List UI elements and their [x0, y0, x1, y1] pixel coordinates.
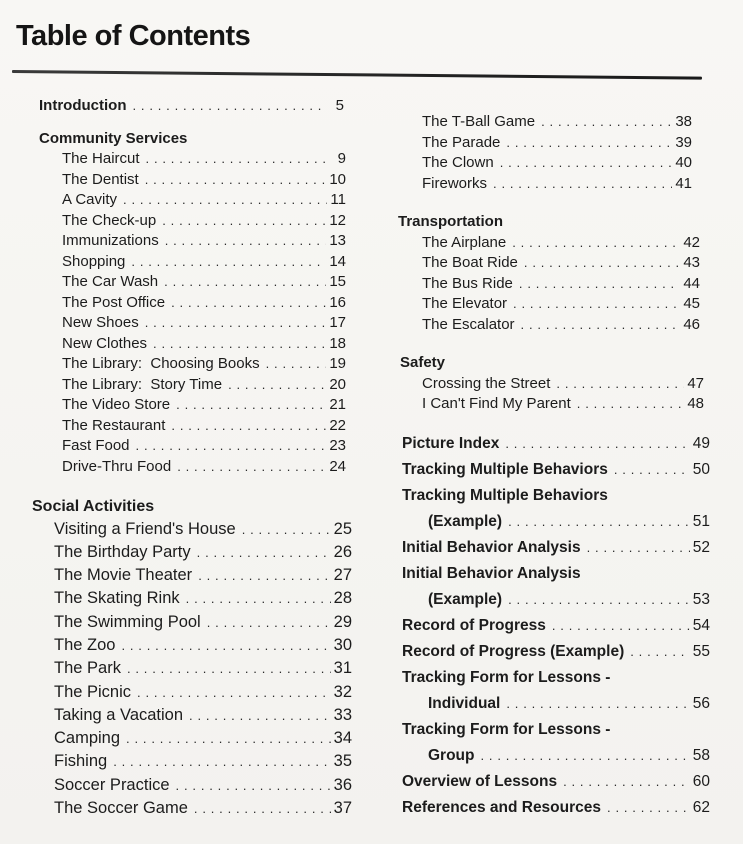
dot-leader	[541, 112, 672, 133]
dot-leader	[177, 457, 326, 478]
toc-entry[interactable]	[38, 416, 346, 437]
toc-entry[interactable]	[398, 133, 692, 154]
toc-entry[interactable]	[30, 774, 352, 797]
toc-entry-label: The Post Office	[62, 293, 166, 311]
dot-leader	[136, 436, 327, 457]
toc-entry-label: Shopping	[62, 252, 126, 270]
community-services-list	[38, 149, 346, 477]
toc-entry-label: The Video Store	[62, 396, 171, 413]
toc-entry-label: Taking a Vacation	[54, 705, 184, 724]
toc-entry-page: 23	[329, 437, 346, 454]
toc-entry[interactable]	[398, 394, 704, 415]
toc-entry-label: Picture Index	[402, 434, 500, 452]
toc-entry-label: Visiting a Friend's House	[54, 519, 236, 538]
toc-entry-label-line1: Tracking Form for Lessons -	[402, 720, 611, 738]
toc-entry[interactable]	[38, 354, 346, 375]
toc-entry-label: The Skating Rink	[54, 589, 180, 608]
dot-leader	[508, 587, 690, 613]
toc-entry-page: 15	[329, 273, 346, 290]
toc-entry-page: 35	[333, 752, 352, 771]
dot-leader	[228, 375, 326, 396]
toc-entry-label: Soccer Practice	[54, 775, 170, 794]
toc-entry-label-line1: Tracking Multiple Behaviors	[402, 486, 608, 504]
toc-entry-label: Overview of Lessons	[402, 772, 558, 790]
dot-leader	[198, 565, 330, 587]
toc-entry-page: 54	[692, 616, 710, 634]
toc-entry-page: 51	[692, 512, 710, 530]
social-activities-section	[30, 497, 356, 820]
toc-entry-line2	[402, 509, 710, 535]
toc-entry-label-line1: Initial Behavior Analysis	[402, 564, 581, 582]
toc-entry[interactable]	[38, 375, 346, 396]
dot-leader	[146, 149, 327, 170]
toc-entry-label: References and Resources	[402, 798, 602, 816]
toc-entry-line2	[402, 743, 710, 769]
title-rule	[12, 70, 702, 80]
toc-entry-label: Initial Behavior Analysis	[402, 538, 581, 556]
toc-entry-label: The Clown	[422, 154, 494, 171]
toc-entry-page: 12	[329, 211, 346, 229]
dot-leader	[500, 153, 673, 174]
toc-entry-label: The Swimming Pool	[54, 612, 201, 631]
toc-entry-label: The Car Wash	[62, 273, 159, 290]
toc-entry-page: 34	[333, 729, 352, 748]
safety-list	[398, 374, 704, 415]
toc-entry-page: 62	[692, 798, 710, 816]
toc-entry-page: 38	[675, 113, 692, 130]
toc-entry-page: 56	[692, 694, 710, 712]
toc-entry-page: 49	[692, 434, 710, 452]
page-title: Table of Contents	[16, 20, 251, 52]
toc-entry[interactable]	[30, 750, 352, 773]
toc-entry-overview-lessons[interactable]	[402, 769, 710, 795]
toc-entry-page: 50	[692, 460, 710, 478]
dot-leader	[145, 170, 327, 191]
toc-entry-page: 55	[692, 642, 710, 660]
toc-entry-record-progress[interactable]	[402, 613, 710, 639]
section-heading-social-activities: Social Activities	[32, 498, 155, 515]
dot-leader	[519, 274, 680, 295]
toc-entry[interactable]	[30, 518, 352, 541]
toc-entry-page: 44	[683, 274, 700, 292]
dot-leader	[512, 233, 680, 254]
toc-entry-page: 20	[329, 375, 346, 393]
dot-leader	[577, 394, 685, 415]
dot-leader	[505, 431, 689, 457]
toc-entry-label: The Library: Story Time	[62, 375, 223, 393]
toc-entry-references[interactable]	[402, 795, 710, 821]
toc-entry[interactable]	[38, 293, 346, 314]
toc-entry[interactable]	[398, 315, 700, 336]
toc-entry-page: 30	[333, 635, 352, 654]
toc-entry[interactable]	[38, 190, 346, 211]
toc-entry-label: Fast Food	[62, 437, 130, 454]
toc-entry-page: 60	[692, 772, 710, 790]
dot-leader	[162, 211, 326, 232]
toc-entry[interactable]	[30, 564, 352, 587]
toc-entry-label: Group	[428, 746, 475, 764]
toc-entry[interactable]	[38, 436, 346, 457]
toc-entry-label: The Haircut	[62, 150, 140, 167]
dot-leader	[194, 798, 331, 820]
toc-entry[interactable]	[30, 611, 352, 634]
toc-entry-page: 29	[333, 612, 352, 631]
dot-leader	[153, 334, 326, 355]
toc-entry-page: 21	[329, 396, 346, 413]
toc-entry[interactable]	[38, 149, 346, 170]
toc-entry[interactable]	[30, 541, 352, 564]
section-heading-transportation: Transportation	[398, 213, 504, 230]
dot-leader	[132, 96, 325, 117]
toc-entry[interactable]	[30, 634, 352, 657]
toc-entry-tracking-multiple[interactable]	[402, 457, 710, 483]
toc-entry[interactable]	[398, 374, 704, 395]
toc-entry-label: The Airplane	[422, 233, 507, 251]
dot-leader	[171, 293, 326, 314]
toc-entry[interactable]	[398, 153, 692, 174]
toc-entry-page: 16	[329, 293, 346, 311]
dot-leader	[587, 535, 690, 561]
toc-right-column	[398, 112, 718, 821]
dot-leader	[524, 253, 680, 274]
dot-leader	[207, 612, 331, 634]
dot-leader	[113, 751, 330, 773]
social-activities-continued-list	[398, 112, 692, 194]
toc-entry-page: 5	[335, 97, 344, 114]
dot-leader	[171, 416, 326, 437]
dot-leader	[630, 639, 690, 665]
toc-entry-label-line1: Tracking Form for Lessons -	[402, 668, 611, 686]
toc-entry-label: Individual	[428, 694, 501, 712]
toc-entry-line2	[402, 587, 710, 613]
toc-entry[interactable]	[38, 211, 346, 232]
dot-leader	[145, 313, 327, 334]
toc-entry-page: 37	[333, 799, 352, 818]
toc-entry[interactable]	[30, 681, 352, 704]
toc-entry-tracking-individual[interactable]	[402, 665, 710, 717]
toc-entry[interactable]	[38, 457, 346, 478]
toc-entry-picture-index[interactable]	[402, 431, 710, 457]
toc-entry-label: The Restaurant	[62, 416, 166, 434]
toc-entry-page: 28	[333, 589, 352, 608]
toc-entry-page: 18	[329, 334, 346, 352]
dot-leader	[607, 795, 690, 821]
toc-entry[interactable]	[398, 233, 700, 254]
toc-entry-line2	[402, 691, 710, 717]
toc-entry[interactable]	[30, 727, 352, 750]
toc-entry-page: 24	[329, 457, 346, 475]
toc-entry[interactable]	[38, 170, 346, 191]
toc-entry[interactable]	[398, 174, 692, 195]
toc-entry[interactable]	[38, 252, 346, 273]
toc-entry[interactable]	[30, 704, 352, 727]
dot-leader	[506, 691, 689, 717]
toc-entry-page: 39	[675, 133, 692, 151]
toc-entry-label: The Elevator	[422, 295, 508, 312]
toc-entry-page: 43	[683, 254, 700, 271]
dot-leader	[614, 457, 690, 483]
toc-entry-page: 17	[329, 314, 346, 331]
toc-entry-label: Camping	[54, 729, 121, 748]
toc-entry-label: New Shoes	[62, 314, 139, 331]
toc-entry[interactable]	[30, 657, 352, 680]
toc-entry-label: Record of Progress (Example)	[402, 642, 625, 660]
toc-entry-label: The Zoo	[54, 635, 116, 654]
dot-leader	[176, 775, 331, 797]
dot-leader	[137, 682, 331, 704]
toc-entry-label: The Escalator	[422, 315, 515, 333]
toc-entry-page: 52	[692, 538, 710, 556]
toc-entry-label: A Cavity	[62, 191, 118, 208]
toc-entry[interactable]	[38, 334, 346, 355]
toc-entry-record-progress-example[interactable]	[402, 639, 710, 665]
toc-entry-label: (Example)	[428, 512, 503, 530]
dot-leader	[242, 519, 331, 541]
toc-entry-label: Tracking Multiple Behaviors	[402, 460, 608, 478]
toc-entry-page: 46	[683, 315, 700, 333]
social-activities-list	[30, 518, 352, 821]
dot-leader	[123, 190, 327, 211]
toc-entry-label: The Park	[54, 659, 121, 678]
toc-entry[interactable]	[398, 253, 700, 274]
toc-entry-page: 10	[329, 170, 346, 188]
dot-leader	[508, 509, 690, 535]
toc-entry-introduction[interactable]	[39, 96, 344, 117]
toc-entry-label: The T-Ball Game	[422, 113, 536, 130]
dot-leader	[121, 635, 330, 657]
dot-leader	[556, 374, 684, 395]
toc-entry-label: I Can't Find My Parent	[422, 395, 571, 412]
toc-entry-label: (Example)	[428, 590, 503, 608]
toc-entry-page: 22	[329, 416, 346, 434]
toc-entry-page: 19	[329, 355, 346, 372]
dot-leader	[189, 705, 331, 727]
dot-leader	[552, 613, 690, 639]
toc-entry-page: 32	[333, 682, 352, 701]
toc-entry-label: The Boat Ride	[422, 254, 518, 271]
toc-entry-label: The Picnic	[54, 682, 132, 701]
toc-entry[interactable]	[38, 231, 346, 252]
toc-entry-page: 26	[333, 542, 352, 561]
dot-leader	[481, 743, 690, 769]
toc-entry-page: 13	[329, 232, 346, 249]
toc-entry-page: 42	[683, 233, 700, 251]
toc-entry-page: 45	[683, 295, 700, 312]
toc-entry[interactable]	[30, 797, 352, 820]
toc-entry-label: The Dentist	[62, 170, 139, 188]
toc-entry-label: Immunizations	[62, 232, 159, 249]
toc-entry-label: The Check-up	[62, 211, 157, 229]
toc-entry-page: 48	[687, 395, 704, 412]
toc-entry-label: The Movie Theater	[54, 566, 193, 585]
dot-leader	[164, 272, 326, 293]
section-heading-safety: Safety	[400, 354, 446, 371]
toc-entry-page: 58	[692, 746, 710, 764]
transportation-list	[398, 233, 700, 336]
toc-entry-page: 11	[330, 191, 346, 208]
toc-entry-page: 27	[333, 566, 352, 585]
toc-entry[interactable]	[30, 587, 352, 610]
toc-entry-page: 14	[329, 252, 346, 270]
toc-entry-label: New Clothes	[62, 334, 148, 352]
toc-entry-page: 9	[337, 150, 346, 167]
toc-entry-label: Introduction	[39, 97, 127, 114]
dot-leader	[131, 252, 326, 273]
dot-leader	[521, 315, 681, 336]
toc-left-column	[30, 96, 356, 820]
toc-entry[interactable]	[38, 395, 346, 416]
toc-entry-tracking-group[interactable]	[402, 717, 710, 769]
toc-entry-page: 53	[692, 590, 710, 608]
dot-leader	[165, 231, 327, 252]
dot-leader	[266, 354, 327, 375]
toc-entry-label: The Parade	[422, 133, 501, 151]
dot-leader	[126, 728, 331, 750]
toc-entry[interactable]	[38, 313, 346, 334]
toc-entry[interactable]	[398, 294, 700, 315]
toc-entry-label: Drive-Thru Food	[62, 457, 172, 475]
toc-entry-label: The Library: Choosing Books	[62, 355, 260, 372]
dot-leader	[506, 133, 672, 154]
dot-leader	[197, 542, 331, 564]
toc-entry-label: Record of Progress	[402, 616, 546, 634]
toc-entry[interactable]	[38, 272, 346, 293]
section-heading-community-services: Community Services	[39, 129, 188, 147]
toc-entry-page: 33	[333, 705, 352, 724]
toc-entry-page: 25	[333, 519, 352, 538]
dot-leader	[176, 395, 326, 416]
dot-leader	[563, 769, 690, 795]
toc-entry-label: The Bus Ride	[422, 274, 513, 292]
toc-entry[interactable]	[398, 112, 692, 133]
dot-leader	[127, 658, 331, 680]
dot-leader	[493, 174, 672, 195]
toc-entry-label: The Soccer Game	[54, 799, 188, 818]
toc-entry-page: 47	[687, 374, 704, 392]
toc-entry-tracking-multiple-example[interactable]	[402, 483, 710, 535]
toc-entry-initial-analysis[interactable]	[402, 535, 710, 561]
toc-entry-page: 40	[675, 154, 692, 171]
toc-entry-page: 36	[333, 775, 352, 794]
toc-entry-page: 41	[675, 174, 692, 192]
toc-entry-initial-analysis-example[interactable]	[402, 561, 710, 613]
dot-leader	[513, 294, 680, 315]
toc-entry[interactable]	[398, 274, 700, 295]
toc-entry-label: Fireworks	[422, 174, 488, 192]
toc-entry-label: The Birthday Party	[54, 542, 191, 561]
toc-entry-label: Fishing	[54, 752, 108, 771]
toc-entry-page: 31	[333, 659, 352, 678]
toc-entry-label: Crossing the Street	[422, 374, 551, 392]
appendix-section	[402, 431, 710, 821]
dot-leader	[186, 588, 331, 610]
